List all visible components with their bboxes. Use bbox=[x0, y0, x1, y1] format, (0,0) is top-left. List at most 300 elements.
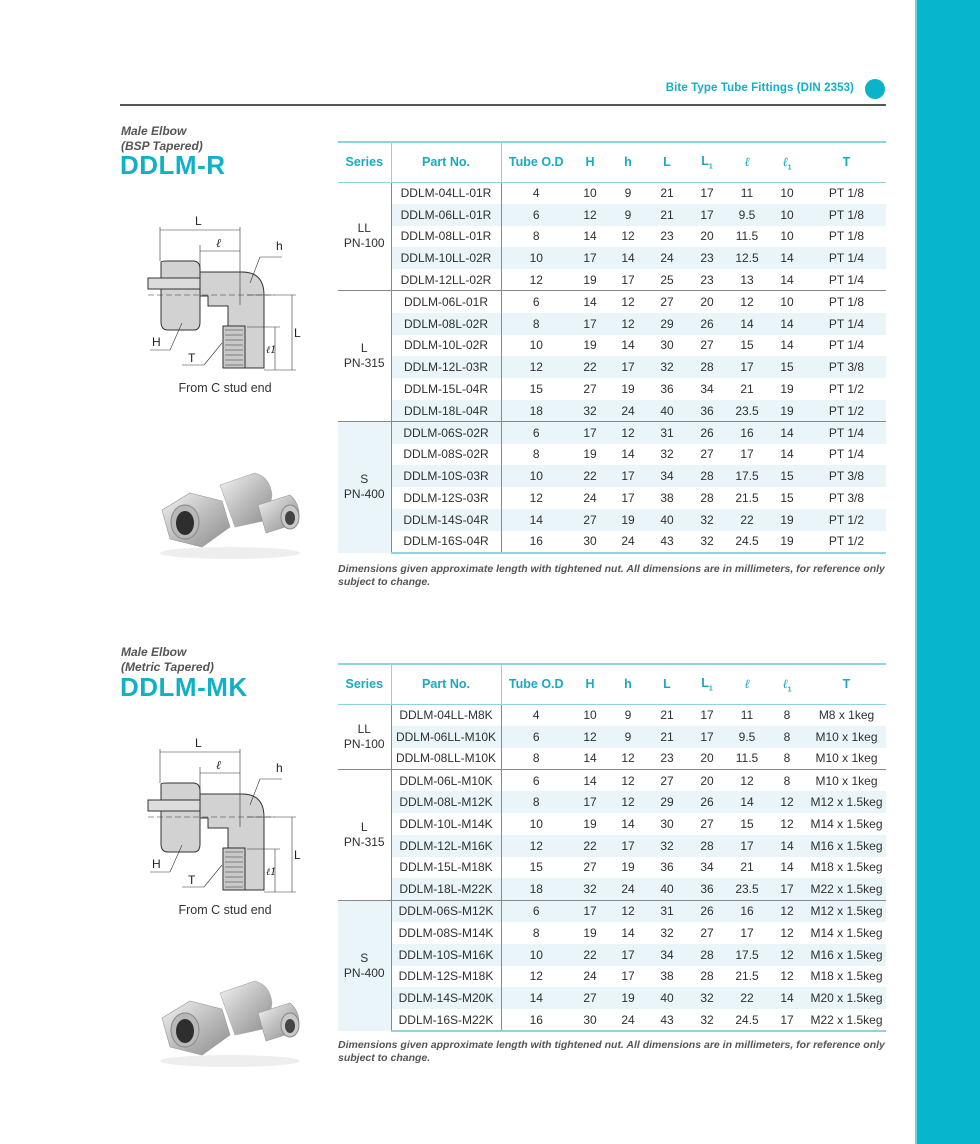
cell-dim-h: 17 bbox=[621, 491, 635, 506]
cell-part-no: DDLM-18L-M22K bbox=[391, 878, 501, 900]
cell-dim-h: 14 bbox=[621, 338, 635, 353]
cell-dim-h: 17 bbox=[609, 835, 647, 857]
cell-dim-L1: 23 bbox=[700, 272, 714, 287]
cell-dim-h: 14 bbox=[621, 925, 635, 940]
cell-thread-T: M12 x 1.5keg bbox=[807, 791, 886, 813]
cell-dim-l: 17 bbox=[727, 835, 767, 857]
cell-thread-T: PT 1/8 bbox=[828, 229, 865, 244]
cell-dim-H: 32 bbox=[571, 400, 609, 422]
cell-part-no: DDLM-06LL-01R bbox=[391, 204, 501, 226]
cell-part-no: DDLM-06L-01R bbox=[391, 291, 501, 313]
col-header-h: h bbox=[609, 142, 647, 182]
col-header-l: ℓ bbox=[727, 664, 767, 704]
cell-thread-T: PT 1/4 bbox=[828, 272, 865, 287]
cell-dim-l1: 14 bbox=[780, 860, 794, 875]
cell-tube-od: 12 bbox=[501, 356, 571, 378]
cell-dim-l: 13 bbox=[740, 272, 754, 287]
cell-dim-l1: 8 bbox=[783, 708, 791, 723]
cell-dim-L: 32 bbox=[660, 925, 674, 940]
cell-dim-h: 17 bbox=[609, 944, 647, 966]
cell-dim-l: 23.5 bbox=[727, 878, 767, 900]
cell-tube-od: 4 bbox=[532, 186, 540, 201]
cell-part-no: DDLM-16S-04R bbox=[391, 531, 501, 553]
cell-dim-h: 12 bbox=[621, 229, 635, 244]
cell-dim-L1: 28 bbox=[700, 491, 714, 506]
cell-dim-L1: 28 bbox=[687, 465, 727, 487]
table-row bbox=[338, 291, 886, 313]
cell-tube-od: 6 bbox=[501, 900, 571, 922]
cell-part-no: DDLM-06S-M12K bbox=[391, 900, 501, 922]
cell-dim-L: 21 bbox=[660, 186, 674, 201]
cell-dim-l1: 19 bbox=[767, 531, 807, 553]
cell-dim-l1: 14 bbox=[767, 313, 807, 335]
cell-dim-H: 10 bbox=[583, 186, 597, 201]
table-row bbox=[338, 726, 886, 748]
table-row bbox=[338, 226, 886, 248]
cell-dim-l: 22 bbox=[727, 509, 767, 531]
cell-tube-od: 6 bbox=[501, 291, 571, 313]
cell-thread-T: M18 x 1.5keg bbox=[810, 969, 883, 984]
cell-dim-l: 11.5 bbox=[735, 229, 759, 244]
series-name: L bbox=[360, 341, 368, 356]
cell-dim-h: 17 bbox=[609, 465, 647, 487]
cell-dim-h: 9 bbox=[624, 708, 632, 723]
cell-dim-h: 14 bbox=[609, 247, 647, 269]
cell-thread-T: M14 x 1.5keg bbox=[810, 816, 883, 831]
cell-thread-T: PT 1/4 bbox=[807, 313, 886, 335]
cell-dim-H: 14 bbox=[583, 229, 597, 244]
cell-part-no: DDLM-14S-04R bbox=[391, 509, 501, 531]
cell-part-no: DDLM-12L-M16K bbox=[391, 835, 501, 857]
drawing-caption: From C stud end bbox=[178, 903, 272, 917]
side-color-band bbox=[915, 0, 980, 1144]
cell-thread-T: PT 1/2 bbox=[807, 400, 886, 422]
cell-dim-L: 27 bbox=[647, 291, 687, 313]
cell-dim-l1: 10 bbox=[767, 291, 807, 313]
tube-shape bbox=[148, 278, 203, 289]
dim-label-h: h bbox=[276, 761, 283, 775]
table-row bbox=[338, 966, 886, 988]
table-row bbox=[338, 1009, 886, 1031]
cell-tube-od: 15 bbox=[529, 860, 543, 875]
table-row bbox=[338, 835, 886, 857]
cell-dim-H: 10 bbox=[583, 708, 597, 723]
cell-thread-T: M16 x 1.5keg bbox=[807, 944, 886, 966]
dim-label-l1: ℓ1 bbox=[266, 867, 277, 878]
cell-dim-h: 24 bbox=[609, 531, 647, 553]
cell-dim-l1: 12 bbox=[780, 969, 794, 984]
col-header-L: L bbox=[647, 664, 687, 704]
col-header-l1: ℓ$_1$ bbox=[767, 664, 807, 704]
cell-dim-h: 12 bbox=[609, 313, 647, 335]
dim-label-T: T bbox=[188, 351, 196, 365]
cell-tube-od: 6 bbox=[501, 204, 571, 226]
cell-dim-L1: 34 bbox=[700, 382, 714, 397]
cell-thread-T: PT 3/8 bbox=[807, 465, 886, 487]
series-pressure: PN-400 bbox=[343, 487, 385, 502]
dim-label-L: L bbox=[195, 214, 202, 228]
table-row bbox=[338, 944, 886, 966]
cell-dim-L: 40 bbox=[647, 878, 687, 900]
cell-dim-l1: 8 bbox=[767, 769, 807, 791]
product-code: DDLM-MK bbox=[120, 672, 248, 702]
cell-part-no: DDLM-10L-M14K bbox=[391, 813, 501, 835]
cell-dim-L: 43 bbox=[647, 531, 687, 553]
cell-dim-l: 16 bbox=[727, 422, 767, 444]
cell-part-no: DDLM-08S-M14K bbox=[391, 922, 501, 944]
series-pressure: PN-400 bbox=[343, 965, 385, 980]
product-subtitle bbox=[121, 645, 214, 675]
drawing-caption: From C stud end bbox=[178, 381, 272, 395]
dim-label-L-right: L bbox=[294, 326, 301, 340]
nut-shape bbox=[161, 783, 200, 852]
cell-dim-H: 19 bbox=[583, 447, 597, 462]
cell-dim-L1: 17 bbox=[687, 726, 727, 748]
cell-thread-T: PT 3/8 bbox=[807, 356, 886, 378]
cell-thread-T: M20 x 1.5keg bbox=[807, 987, 886, 1009]
cell-part-no: DDLM-10LL-02R bbox=[391, 247, 501, 269]
cell-dim-h: 19 bbox=[609, 987, 647, 1009]
cell-part-no: DDLM-04LL-01R bbox=[391, 182, 501, 204]
cell-dim-l1: 12 bbox=[780, 925, 794, 940]
cell-dim-h: 9 bbox=[609, 726, 647, 748]
cell-dim-l1: 14 bbox=[780, 272, 794, 287]
cell-thread-T: PT 1/2 bbox=[807, 531, 886, 553]
cell-dim-l1: 10 bbox=[780, 229, 794, 244]
table-row bbox=[338, 313, 886, 335]
cell-dim-L: 40 bbox=[647, 987, 687, 1009]
product-code: DDLM-R bbox=[120, 150, 226, 180]
table-row bbox=[338, 465, 886, 487]
cell-tube-od: 8 bbox=[532, 751, 540, 766]
cell-dim-l1: 15 bbox=[767, 356, 807, 378]
col-header-h: h bbox=[609, 664, 647, 704]
cell-dim-h: 12 bbox=[609, 900, 647, 922]
cell-tube-od: 8 bbox=[501, 313, 571, 335]
cell-thread-T: M22 x 1.5keg bbox=[807, 878, 886, 900]
series-cell bbox=[338, 182, 391, 291]
cell-dim-l1: 17 bbox=[767, 1009, 807, 1031]
cell-tube-od: 12 bbox=[529, 491, 543, 506]
dimensions-note: Dimensions given approximate length with tightened nut. All dimensions are in millimeters, for reference only subject to change. bbox=[338, 1039, 885, 1064]
cell-dim-h: 9 bbox=[624, 186, 632, 201]
cell-dim-l1: 19 bbox=[780, 382, 794, 397]
cell-part-no: DDLM-06S-02R bbox=[391, 422, 501, 444]
cell-dim-L1: 27 bbox=[700, 925, 714, 940]
cell-dim-L: 30 bbox=[660, 338, 674, 353]
cell-dim-H: 27 bbox=[571, 987, 609, 1009]
cell-dim-l: 17.5 bbox=[727, 465, 767, 487]
cell-tube-od: 6 bbox=[501, 769, 571, 791]
cell-dim-L1: 20 bbox=[700, 751, 714, 766]
cell-thread-T: PT 1/8 bbox=[807, 204, 886, 226]
cell-dim-H: 17 bbox=[571, 900, 609, 922]
cell-dim-l: 9.5 bbox=[727, 204, 767, 226]
cell-dim-H: 17 bbox=[571, 313, 609, 335]
cell-thread-T: PT 1/2 bbox=[807, 509, 886, 531]
cell-dim-L1: 27 bbox=[700, 816, 714, 831]
table-row bbox=[338, 422, 886, 444]
product-thread-type: (Metric Tapered) bbox=[121, 660, 214, 674]
cell-dim-h: 19 bbox=[621, 382, 635, 397]
cell-dim-L1: 17 bbox=[687, 204, 727, 226]
cell-dim-L: 38 bbox=[660, 491, 674, 506]
cell-tube-od: 8 bbox=[501, 791, 571, 813]
table-row bbox=[338, 509, 886, 531]
dim-label-l: ℓ bbox=[216, 758, 221, 772]
cell-dim-H: 27 bbox=[583, 860, 597, 875]
cell-thread-T: M22 x 1.5keg bbox=[807, 1009, 886, 1031]
dimensions-note: Dimensions given approximate length with tightened nut. All dimensions are in millimeters, for reference only subject to change. bbox=[338, 563, 885, 588]
cell-dim-L1: 32 bbox=[687, 1009, 727, 1031]
header-divider bbox=[120, 104, 886, 106]
product-thread-type: (BSP Tapered) bbox=[121, 139, 203, 153]
cell-dim-l: 17.5 bbox=[727, 944, 767, 966]
cell-dim-L1: 32 bbox=[687, 987, 727, 1009]
col-header-T: T bbox=[807, 664, 886, 704]
cell-dim-l: 17 bbox=[727, 356, 767, 378]
cell-dim-l: 15 bbox=[740, 816, 754, 831]
cell-dim-L1: 20 bbox=[687, 769, 727, 791]
cell-dim-L: 43 bbox=[647, 1009, 687, 1031]
cell-dim-h: 19 bbox=[609, 509, 647, 531]
cell-dim-L1: 26 bbox=[687, 422, 727, 444]
cell-dim-L1: 36 bbox=[687, 878, 727, 900]
cell-dim-L: 31 bbox=[647, 422, 687, 444]
series-cell bbox=[338, 704, 391, 769]
cell-dim-l: 14 bbox=[727, 313, 767, 335]
cell-dim-H: 12 bbox=[571, 726, 609, 748]
cell-part-no: DDLM-06L-M10K bbox=[391, 769, 501, 791]
cell-tube-od: 18 bbox=[501, 878, 571, 900]
cell-dim-l1: 19 bbox=[767, 509, 807, 531]
cell-thread-T: M10 x 1keg bbox=[807, 769, 886, 791]
cell-dim-h: 14 bbox=[621, 816, 635, 831]
col-header-l: ℓ bbox=[727, 142, 767, 182]
cell-dim-l1: 14 bbox=[767, 835, 807, 857]
table-row bbox=[338, 444, 886, 466]
cell-thread-T: PT 1/8 bbox=[828, 186, 865, 201]
cell-thread-T: PT 1/4 bbox=[828, 447, 865, 462]
col-header-tube-od: Tube O.D bbox=[501, 664, 571, 704]
cell-dim-L1: 32 bbox=[687, 509, 727, 531]
cell-dim-l: 21 bbox=[740, 860, 754, 875]
cell-dim-h: 24 bbox=[609, 400, 647, 422]
cell-dim-L: 21 bbox=[647, 726, 687, 748]
cell-dim-l1: 12 bbox=[767, 900, 807, 922]
dim-label-L: L bbox=[195, 736, 202, 750]
cell-dim-l: 24.5 bbox=[727, 1009, 767, 1031]
cell-part-no: DDLM-15L-M18K bbox=[391, 857, 501, 879]
table-row bbox=[338, 791, 886, 813]
table-row bbox=[338, 769, 886, 791]
cell-dim-H: 32 bbox=[571, 878, 609, 900]
cell-dim-L: 32 bbox=[647, 835, 687, 857]
cell-dim-l: 12 bbox=[727, 291, 767, 313]
cell-tube-od: 10 bbox=[501, 465, 571, 487]
cell-dim-l1: 12 bbox=[780, 816, 794, 831]
cell-part-no: DDLM-14S-M20K bbox=[391, 987, 501, 1009]
product-type: Male Elbow bbox=[121, 645, 187, 659]
series-name: LL bbox=[357, 221, 371, 236]
cell-dim-L1: 26 bbox=[687, 900, 727, 922]
cell-dim-L: 40 bbox=[647, 509, 687, 531]
cell-dim-L: 21 bbox=[647, 204, 687, 226]
dim-label-H: H bbox=[152, 857, 161, 871]
cell-tube-od: 18 bbox=[501, 400, 571, 422]
cell-dim-l: 16 bbox=[727, 900, 767, 922]
cell-dim-l: 22 bbox=[727, 987, 767, 1009]
cell-dim-h: 17 bbox=[621, 272, 635, 287]
thread-shape bbox=[223, 326, 245, 368]
cell-thread-T: PT 3/8 bbox=[828, 491, 865, 506]
table-row bbox=[338, 704, 886, 726]
cell-dim-L1: 20 bbox=[700, 229, 714, 244]
col-header-L: L bbox=[647, 142, 687, 182]
cell-dim-L1: 27 bbox=[700, 447, 714, 462]
cell-tube-od: 8 bbox=[532, 447, 540, 462]
dim-label-l: ℓ bbox=[216, 236, 221, 250]
table-header-row bbox=[338, 142, 886, 182]
cell-dim-h: 14 bbox=[621, 447, 635, 462]
col-header-L1: $L_1$ bbox=[687, 664, 727, 704]
cell-dim-H: 12 bbox=[571, 204, 609, 226]
table-row bbox=[338, 900, 886, 922]
cell-part-no: DDLM-10L-02R bbox=[391, 335, 501, 357]
cell-tube-od: 6 bbox=[501, 726, 571, 748]
col-header-H: H bbox=[571, 664, 609, 704]
cell-dim-H: 22 bbox=[571, 835, 609, 857]
cell-dim-L: 23 bbox=[660, 751, 674, 766]
table-row bbox=[338, 748, 886, 770]
cell-dim-L1: 20 bbox=[687, 291, 727, 313]
cell-dim-l1: 15 bbox=[780, 491, 794, 506]
spec-table bbox=[338, 141, 886, 554]
cell-dim-h: 9 bbox=[609, 204, 647, 226]
cell-dim-l: 9.5 bbox=[727, 726, 767, 748]
cell-dim-H: 27 bbox=[583, 382, 597, 397]
cell-dim-h: 24 bbox=[609, 878, 647, 900]
cell-dim-H: 24 bbox=[583, 969, 597, 984]
table-row bbox=[338, 487, 886, 509]
series-cell bbox=[338, 291, 391, 422]
series-cell bbox=[338, 769, 391, 900]
col-header-part-no: Part No. bbox=[391, 142, 501, 182]
dim-label-T: T bbox=[188, 873, 196, 887]
cell-dim-H: 22 bbox=[571, 356, 609, 378]
cell-part-no: DDLM-08LL-01R bbox=[391, 226, 501, 248]
cell-dim-H: 14 bbox=[571, 769, 609, 791]
table-row bbox=[338, 335, 886, 357]
cell-thread-T: PT 1/8 bbox=[807, 291, 886, 313]
cell-thread-T: PT 1/4 bbox=[807, 247, 886, 269]
cell-dim-H: 22 bbox=[571, 944, 609, 966]
cell-dim-L: 25 bbox=[660, 272, 674, 287]
cell-tube-od: 8 bbox=[532, 925, 540, 940]
cell-tube-od: 8 bbox=[532, 229, 540, 244]
col-header-T: T bbox=[807, 142, 886, 182]
cell-dim-L1: 17 bbox=[700, 708, 714, 723]
cell-dim-l1: 14 bbox=[767, 987, 807, 1009]
cell-dim-l: 24.5 bbox=[727, 531, 767, 553]
cell-dim-l: 11 bbox=[740, 186, 754, 201]
cell-dim-l: 23.5 bbox=[727, 400, 767, 422]
series-pressure: PN-100 bbox=[343, 736, 385, 751]
cell-dim-L: 21 bbox=[660, 708, 674, 723]
table-row bbox=[338, 531, 886, 553]
cell-part-no: DDLM-06LL-M10K bbox=[391, 726, 501, 748]
cell-part-no: DDLM-12S-M18K bbox=[391, 966, 501, 988]
cell-dim-L1: 26 bbox=[687, 791, 727, 813]
cell-dim-l1: 10 bbox=[780, 186, 794, 201]
cell-tube-od: 16 bbox=[501, 1009, 571, 1031]
table-row bbox=[338, 400, 886, 422]
cell-tube-od: 14 bbox=[501, 509, 571, 531]
cell-tube-od: 10 bbox=[529, 338, 543, 353]
cell-dim-L1: 34 bbox=[700, 860, 714, 875]
cell-dim-l1: 10 bbox=[767, 204, 807, 226]
cell-part-no: DDLM-12L-03R bbox=[391, 356, 501, 378]
cell-dim-l: 17 bbox=[740, 447, 754, 462]
cell-dim-h: 24 bbox=[609, 1009, 647, 1031]
product-photo bbox=[150, 973, 310, 1073]
cell-dim-L1: 28 bbox=[687, 944, 727, 966]
cell-dim-l1: 12 bbox=[767, 791, 807, 813]
cell-dim-H: 19 bbox=[583, 925, 597, 940]
cell-dim-H: 27 bbox=[571, 509, 609, 531]
table-row bbox=[338, 987, 886, 1009]
table-row bbox=[338, 813, 886, 835]
cell-part-no: DDLM-12LL-02R bbox=[391, 269, 501, 291]
product-type: Male Elbow bbox=[121, 124, 187, 138]
nut-shape bbox=[161, 261, 200, 330]
cell-dim-l: 11.5 bbox=[735, 751, 759, 766]
col-header-L1: $L_1$ bbox=[687, 142, 727, 182]
cell-dim-L: 32 bbox=[647, 356, 687, 378]
table-row bbox=[338, 378, 886, 400]
cell-thread-T: M12 x 1.5keg bbox=[807, 900, 886, 922]
cell-dim-l: 21 bbox=[740, 382, 754, 397]
cell-tube-od: 4 bbox=[532, 708, 540, 723]
technical-drawing bbox=[130, 205, 310, 385]
cell-dim-L: 29 bbox=[647, 313, 687, 335]
table-header-row bbox=[338, 664, 886, 704]
technical-drawing bbox=[130, 727, 310, 907]
series-name: S bbox=[360, 950, 369, 965]
cell-dim-l: 11 bbox=[740, 708, 754, 723]
cell-dim-L1: 28 bbox=[687, 835, 727, 857]
cell-dim-L1: 28 bbox=[700, 969, 714, 984]
cell-dim-h: 17 bbox=[621, 969, 635, 984]
cell-dim-H: 19 bbox=[583, 272, 597, 287]
cell-dim-l: 15 bbox=[740, 338, 754, 353]
cell-dim-L: 24 bbox=[647, 247, 687, 269]
dim-label-L-right: L bbox=[294, 848, 301, 862]
series-pressure: PN-315 bbox=[343, 356, 385, 371]
cell-dim-L1: 26 bbox=[687, 313, 727, 335]
cell-part-no: DDLM-08L-M12K bbox=[391, 791, 501, 813]
cell-dim-l1: 14 bbox=[767, 247, 807, 269]
cell-tube-od: 10 bbox=[501, 944, 571, 966]
col-header-part-no: Part No. bbox=[391, 664, 501, 704]
cell-dim-H: 17 bbox=[571, 791, 609, 813]
cell-dim-h: 12 bbox=[609, 422, 647, 444]
series-cell bbox=[338, 422, 391, 553]
series-name: S bbox=[360, 472, 369, 487]
cell-dim-l1: 12 bbox=[767, 944, 807, 966]
dim-label-H: H bbox=[152, 335, 161, 349]
table-row bbox=[338, 878, 886, 900]
